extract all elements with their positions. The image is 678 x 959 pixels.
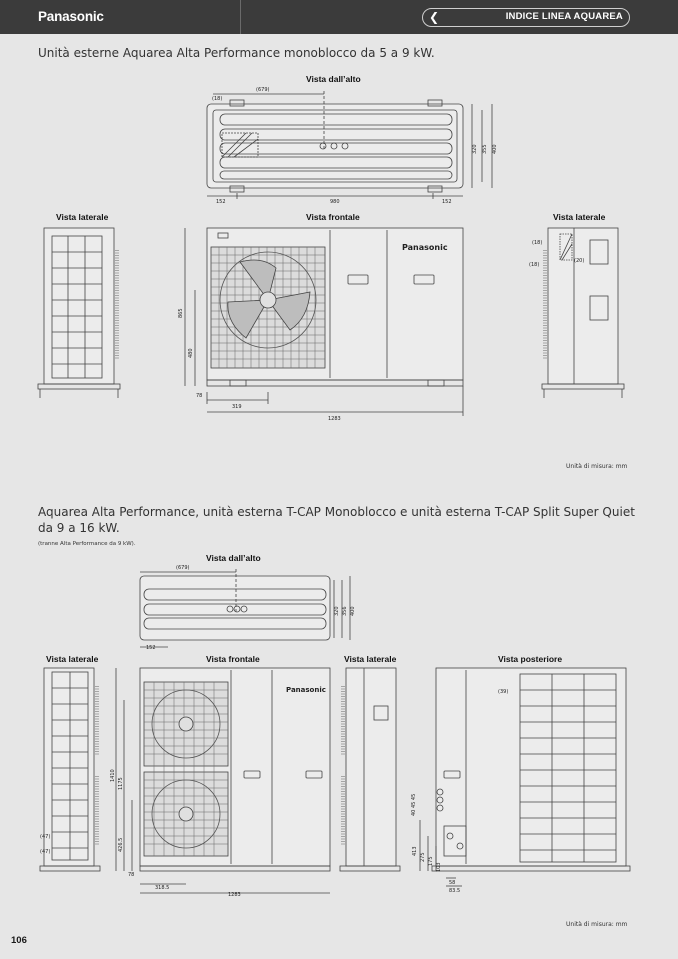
dim-label: 83.5 <box>449 888 461 894</box>
s2-top-view <box>140 569 350 647</box>
dim-label: 1175 <box>118 777 124 790</box>
brand-logo: Panasonic <box>38 9 104 24</box>
dim-label: 175 <box>428 856 434 866</box>
s1-label-side-left: Vista laterale <box>56 212 109 222</box>
dim-label: 356 <box>342 606 348 616</box>
dim-label: 40 45 45 <box>411 793 417 816</box>
s2-side-left-view <box>40 668 100 871</box>
dim-label: 78 <box>196 393 203 399</box>
s2-unit-note: Unità di misura: mm <box>566 921 628 928</box>
s2-label-side-right: Vista laterale <box>344 654 397 664</box>
dim-label: (47) <box>40 834 51 840</box>
dim-label: (679) <box>176 565 190 571</box>
section1-title: Unità esterne Aquarea Alta Performance monoblocco da 5 a 9 kW. <box>38 46 435 60</box>
dim-label: 58 <box>449 880 456 886</box>
dim-label: 865 <box>178 308 184 318</box>
dim-label: 275 <box>420 852 426 862</box>
section2-title: Aquarea Alta Performance, unità esterna T-CAP Monoblocco e unità esterna T-CAP Split Super Quiet da 9 a 16 kW. <box>38 505 635 535</box>
dim-label: 426.5 <box>118 837 124 852</box>
s1-label-side-right: Vista laterale <box>553 212 606 222</box>
s2-front-view <box>116 668 330 893</box>
dim-label: (18) <box>529 262 540 268</box>
s2-front-logo: Panasonic <box>286 686 326 694</box>
section2-note: (tranne Alta Performance da 9 kW). <box>38 541 136 547</box>
dim-label: 480 <box>188 348 194 358</box>
dim-label: 103 <box>436 862 442 872</box>
dim-label: 413 <box>412 846 418 856</box>
chevron-left-icon[interactable]: ❮ <box>429 10 440 24</box>
dim-label: 318.5 <box>155 885 170 891</box>
dim-label: 355 <box>482 144 488 154</box>
dim-label: (679) <box>256 87 270 93</box>
s2-label-front: Vista frontale <box>206 654 260 664</box>
s1-side-left-view <box>38 228 120 398</box>
s1-side-right-view <box>542 228 624 398</box>
dim-label: (39) <box>498 689 509 695</box>
dim-label: 400 <box>350 606 356 616</box>
dim-label: 320 <box>334 606 340 616</box>
s1-front-view <box>185 228 463 416</box>
s2-label-top: Vista dall’alto <box>206 553 261 563</box>
dim-label: 319 <box>232 404 242 410</box>
dim-label: (47) <box>40 849 51 855</box>
s2-rear-view <box>420 668 630 886</box>
dim-label: 400 <box>492 144 498 154</box>
dim-label: 980 <box>330 199 340 205</box>
dim-label: 78 <box>128 872 135 878</box>
dim-label: 152 <box>442 199 452 205</box>
dim-label: (18) <box>532 240 543 246</box>
s1-top-view <box>207 91 492 199</box>
dim-label: 1283 <box>328 416 341 422</box>
s2-side-right-view <box>340 668 400 871</box>
dim-label: 1410 <box>110 769 116 782</box>
dim-label: 320 <box>472 144 478 154</box>
s1-front-logo: Panasonic <box>402 243 448 252</box>
dim-label: 152 <box>146 645 156 651</box>
dim-label: 1283 <box>228 892 241 898</box>
s2-label-side-left: Vista laterale <box>46 654 99 664</box>
s2-label-rear: Vista posteriore <box>498 654 563 664</box>
dim-label: 152 <box>216 199 226 205</box>
dim-label: (18) <box>212 96 223 102</box>
dim-label: (20) <box>574 258 585 264</box>
s1-label-front: Vista frontale <box>306 212 360 222</box>
s1-unit-note: Unità di misura: mm <box>566 463 628 470</box>
index-nav-label[interactable]: INDICE LINEA AQUAREA <box>505 11 623 22</box>
page-number: 106 <box>11 935 27 946</box>
s1-label-top: Vista dall’alto <box>306 74 361 84</box>
